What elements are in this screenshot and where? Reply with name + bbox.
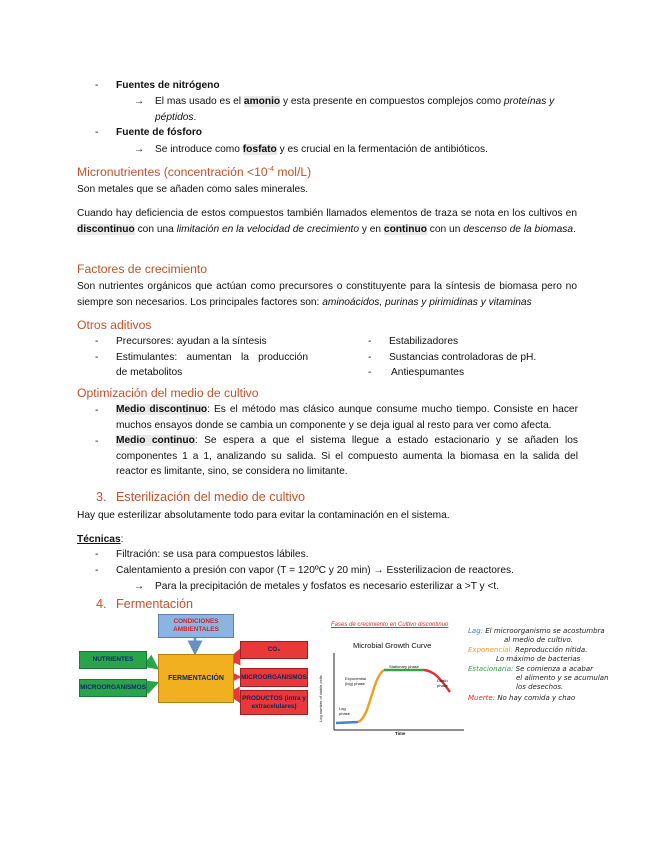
curve-note: Fases de crecimiento en Cultivo discontinuo (331, 622, 449, 628)
additive-precursores: Precursores: ayudan a la síntesis (116, 336, 267, 347)
bullet-dash: - (368, 367, 372, 378)
bullet-dash: - (95, 549, 99, 560)
section-3-number: 3. (96, 490, 107, 504)
optimization-discontinuo: Medio discontinuo: Es el método mas clásico aunque consume mucho tiempo. Consiste en hacer muchos ensayos donde se cambia un componente y se deja igual al resto para ver como afecta. (116, 404, 578, 431)
optimization-heading: Optimización del medio de cultivo (77, 386, 259, 400)
co2-box: CO₂ (240, 641, 308, 659)
section-4-number: 4. (96, 597, 107, 611)
bullet-dash: - (95, 352, 99, 363)
technique-note: Para la precipitación de metales y fosfatos es necesario esterilizar a >T y <t. (155, 581, 500, 592)
arrow-nutrients (146, 660, 157, 668)
techniques-title: Técnicas: (77, 534, 124, 545)
fermentation-box: FERMENTACIÓN (158, 654, 234, 703)
growth-factors-paragraph: Son nutrientes orgánicos que actúan como precursores o constituyente para la síntesis de biomasa pero no siempre son necesarios. Los principales factores son: aminoácidos, purinas y pirimidinas y vitaminas (77, 281, 577, 308)
growth-curve-chart (322, 648, 472, 743)
note-exp: Exponencial: Reproducción nítida. (468, 646, 588, 654)
arrow-icon: → (134, 581, 145, 592)
note-lag: Lag: El microorganismo se acostumbra (468, 627, 605, 635)
sterilization-line1: Hay que esterilizar absolutamente todo para evitar la contaminación en el sistema. (77, 510, 450, 521)
note-stat-cont2: los desechos. (516, 683, 564, 691)
additive-estabilizadores: Estabilizadores (389, 336, 459, 347)
note-death: Muerte: No hay comida y chao (468, 694, 576, 702)
technique-filtracion: Filtración: se usa para compuestos lábiles. (116, 549, 309, 560)
curve-title: Microbial Growth Curve (353, 641, 432, 650)
curve-exp-label: Exponential (log) phase (345, 676, 366, 686)
bullet-dash: - (95, 127, 99, 138)
curve-death-label: Death phase (437, 678, 448, 688)
bullet-dash: - (95, 565, 99, 576)
additive-estimulantes: Estimulantes: aumentan la producción (116, 352, 308, 363)
curve-stat-label: Stationary phase (389, 664, 420, 669)
note-stat-cont1: el alimento y se acumulan (516, 674, 609, 682)
curve-lag-label: Lag phase (339, 706, 350, 716)
phosphorus-line: Se introduce como fosfato y es crucial en la fermentación de antibióticos. (155, 144, 488, 155)
bullet-dash: - (368, 336, 372, 347)
arrow-microorganisms-in (146, 683, 157, 687)
bullet-dash: - (95, 405, 99, 416)
bullet-dash: - (368, 352, 372, 363)
nitrogen-title: Fuentes de nitrógeno (116, 80, 220, 91)
bullet-dash: - (95, 436, 99, 447)
additive-antiespumantes: Antiespumantes (391, 367, 465, 378)
additive-estimulantes-cont: de metabolitos (116, 367, 183, 378)
arrow-icon: → (134, 144, 145, 155)
products-box: PRODUCTOS (intra y extracelulares) (240, 690, 308, 715)
micronutrients-line1: Son metales que se añaden como sales minerales. (77, 184, 309, 195)
additives-heading: Otros aditivos (77, 318, 152, 332)
micronutrients-heading: Micronutrientes (concentración $<10^{-4}$ mol/L) (77, 165, 312, 179)
nitrogen-line1: El mas usado es el amonio y esta presente en compuestos complejos como proteínas y (155, 96, 555, 107)
curve-xlabel: Time (395, 731, 406, 736)
additive-ph: Sustancias controladoras de pH. (389, 352, 537, 363)
note-stat: Estacionaria: Se comienza a acabar (468, 665, 593, 673)
nitrogen-line2: péptidos. (155, 112, 197, 123)
optimization-continuo: Medio continuo: Se espera a que el sistema llegue a estado estacionario y se añaden los componentes 1 a 1, analizando su salida. Si el compuesto aumenta la biomasa en la salida del reactor es limitante, sino, se considera no limitante. (116, 435, 578, 477)
lag-segment (336, 722, 358, 723)
fermentation-heading: Fermentación (116, 597, 193, 611)
sterilization-heading: Esterilización del medio de cultivo (116, 490, 305, 504)
micronutrients-paragraph: Cuando hay deficiencia de estos compuestos también llamados elementos de traza se nota en los cultivos en discontinuo con una limitación en la velocidad de crecimiento y en continuo con un descenso de la biomasa. (77, 208, 577, 235)
microorganisms-in-box: MICROORGANISMOS (79, 679, 147, 697)
phosphorus-title: Fuente de fósforo (116, 127, 203, 138)
bullet-dash: - (95, 80, 99, 91)
microorganisms-out-box: MICROORGANISMOS (240, 668, 308, 687)
curve-ylabel: Log number of viable cells (318, 675, 323, 722)
note-exp-cont: Lo máximo de bacterias (496, 655, 581, 663)
note-lag-cont: al medio de cultivo. (504, 636, 574, 644)
growth-factors-heading: Factores de crecimiento (77, 262, 208, 276)
bullet-dash: - (95, 336, 99, 347)
nutrients-box: NUTRIENTES (79, 651, 147, 669)
conditions-box: CONDICIONES AMBIENTALES (158, 614, 234, 638)
technique-calentamiento: Calentamiento a presión con vapor (T = 120ºC y 20 min) → Essterilizacion de reactores. (116, 565, 514, 576)
arrow-icon: → (134, 96, 145, 107)
